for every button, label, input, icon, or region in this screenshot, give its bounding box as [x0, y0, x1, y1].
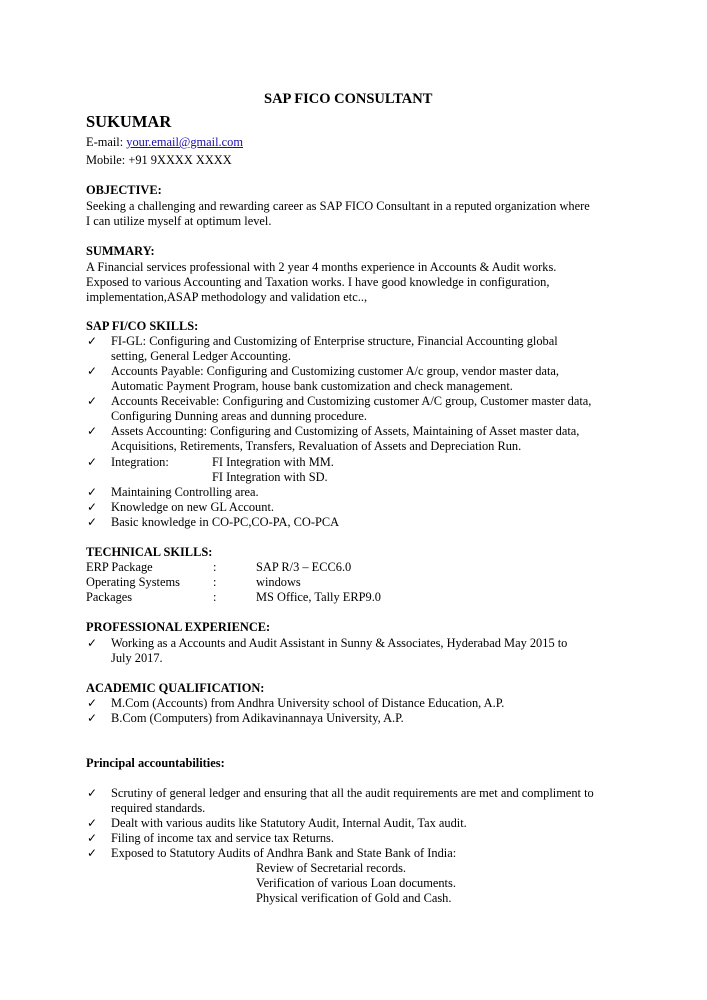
tech-separator: :: [213, 560, 217, 574]
summary-line: Exposed to various Accounting and Taxation works. I have good knowledge in configuration,: [86, 275, 550, 289]
summary-line: implementation,ASAP methodology and validation etc..,: [86, 290, 368, 304]
skill-item-line: Accounts Receivable: Configuring and Customizing customer A/C group, Customer master data,: [111, 394, 592, 408]
skill-item-line: Knowledge on new GL Account.: [111, 500, 274, 514]
principal-item-line: Exposed to Statutory Audits of Andhra Bank and State Bank of India:: [111, 846, 457, 860]
technical-heading: TECHNICAL SKILLS:: [86, 545, 213, 559]
checkmark-icon: ✓: [87, 846, 98, 860]
tech-label: ERP Package: [86, 560, 153, 574]
skill-item-line: Basic knowledge in CO-PC,CO-PA, CO-PCA: [111, 515, 340, 529]
experience-line: Working as a Accounts and Audit Assistant in Sunny & Associates, Hyderabad May 2015 to: [111, 636, 568, 650]
principal-subitem: Verification of various Loan documents.: [256, 876, 456, 890]
checkmark-icon: ✓: [87, 816, 98, 830]
tech-separator: :: [213, 575, 217, 589]
principal-item-line: required standards.: [111, 801, 206, 815]
email-link[interactable]: your.email@gmail.com: [126, 135, 243, 149]
checkmark-icon: ✓: [87, 696, 98, 710]
academic-item: B.Com (Computers) from Adikavinannaya University, A.P.: [111, 711, 404, 725]
integration-label: Integration:: [111, 455, 169, 469]
tech-label: Operating Systems: [86, 575, 180, 589]
experience-heading: PROFESSIONAL EXPERIENCE:: [86, 620, 271, 634]
skill-item-line: Maintaining Controlling area.: [111, 485, 259, 499]
skill-item-line: FI-GL: Configuring and Customizing of Enterprise structure, Financial Accounting global: [111, 334, 558, 348]
tech-separator: :: [213, 590, 217, 604]
objective-line: I can utilize myself at optimum level.: [86, 214, 272, 228]
summary-heading: SUMMARY:: [86, 244, 155, 258]
principal-item-line: Dealt with various audits like Statutory Audit, Internal Audit, Tax audit.: [111, 816, 467, 830]
checkmark-icon: ✓: [87, 500, 98, 514]
checkmark-icon: ✓: [87, 831, 98, 845]
integration-value: FI Integration with SD.: [212, 470, 328, 484]
checkmark-icon: ✓: [87, 364, 98, 378]
principal-item-line: Filing of income tax and service tax Returns.: [111, 831, 334, 845]
email-label: E-mail:: [86, 135, 127, 149]
skill-item-line: setting, General Ledger Accounting.: [111, 349, 291, 363]
academic-heading: ACADEMIC QUALIFICATION:: [86, 681, 265, 695]
skills-heading: SAP FI/CO SKILLS:: [86, 319, 199, 333]
tech-value: windows: [256, 575, 301, 589]
integration-value: FI Integration with MM.: [212, 455, 334, 469]
mobile-line: Mobile: +91 9XXXX XXXX: [86, 153, 232, 167]
principal-item-line: Scrutiny of general ledger and ensuring that all the audit requirements are met and compliment to: [111, 786, 594, 800]
skill-item-line: Accounts Payable: Configuring and Customizing customer A/c group, vendor master data,: [111, 364, 560, 378]
principal-subitem: Physical verification of Gold and Cash.: [256, 891, 452, 905]
checkmark-icon: ✓: [87, 786, 98, 800]
email-line: [86, 135, 243, 150]
skill-item-line: Assets Accounting: Configuring and Customizing of Assets, Maintaining of Asset master data,: [111, 424, 580, 438]
checkmark-icon: ✓: [87, 394, 98, 408]
checkmark-icon: ✓: [87, 334, 98, 348]
checkmark-icon: ✓: [87, 636, 98, 650]
checkmark-icon: ✓: [87, 424, 98, 438]
checkmark-icon: ✓: [87, 455, 98, 469]
skill-item-line: Acquisitions, Retirements, Transfers, Revaluation of Assets and Depreciation Run.: [111, 439, 522, 453]
tech-value: SAP R/3 – ECC6.0: [256, 560, 352, 574]
experience-line: July 2017.: [111, 651, 163, 665]
principal-heading: Principal accountabilities:: [86, 756, 225, 770]
tech-value: MS Office, Tally ERP9.0: [256, 590, 381, 604]
skill-item-line: Automatic Payment Program, house bank customization and check management.: [111, 379, 513, 393]
candidate-name: SUKUMAR: [86, 112, 172, 131]
academic-item: M.Com (Accounts) from Andhra University school of Distance Education, A.P.: [111, 696, 505, 710]
checkmark-icon: ✓: [87, 711, 98, 725]
checkmark-icon: ✓: [87, 515, 98, 529]
objective-line: Seeking a challenging and rewarding career as SAP FICO Consultant in a reputed organization where: [86, 199, 590, 213]
skill-item-line: Configuring Dunning areas and dunning procedure.: [111, 409, 368, 423]
objective-heading: OBJECTIVE:: [86, 183, 162, 197]
tech-label: Packages: [86, 590, 133, 604]
summary-line: A Financial services professional with 2 year 4 months experience in Accounts & Audit works.: [86, 260, 557, 274]
checkmark-icon: ✓: [87, 485, 98, 499]
principal-subitem: Review of Secretarial records.: [256, 861, 406, 875]
document-title: SAP FICO CONSULTANT: [264, 91, 433, 107]
